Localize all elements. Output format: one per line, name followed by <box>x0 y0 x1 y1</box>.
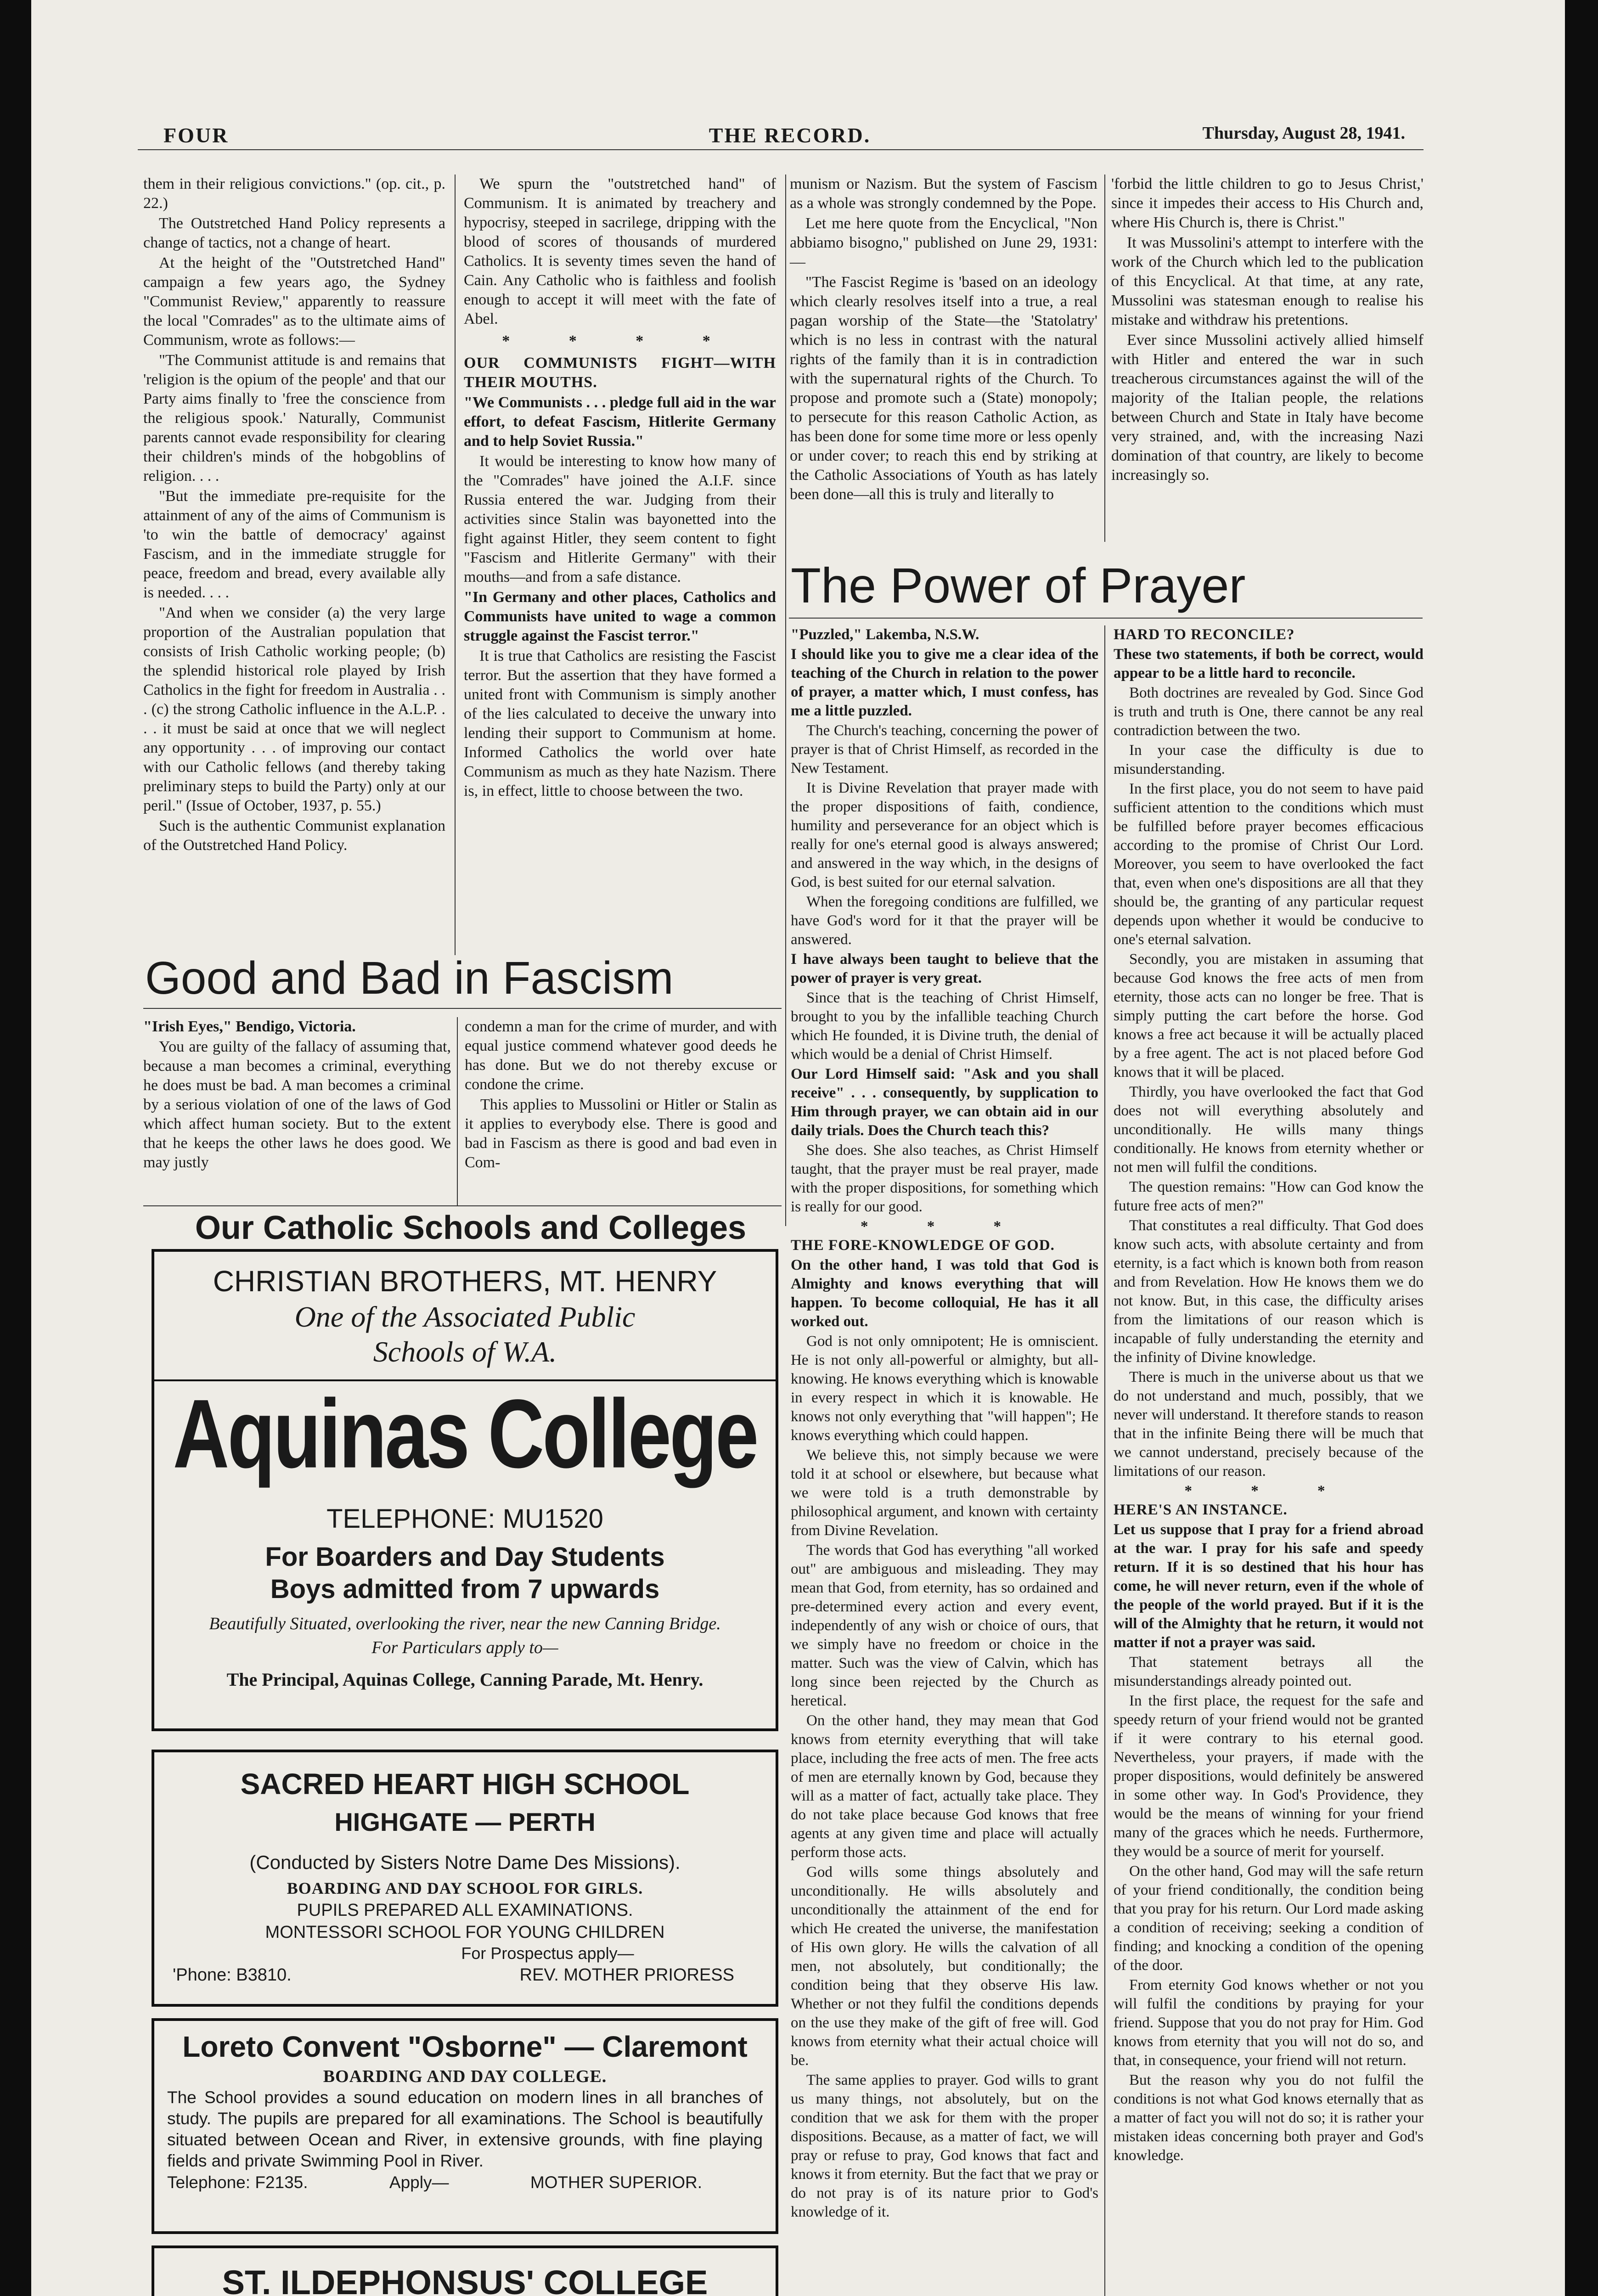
paragraph: them in their religious convictions." (op. cit., p. 22.) <box>143 175 445 212</box>
subheading: HARD TO RECONCILE? <box>1114 626 1295 643</box>
question: Our Lord Himself said: "Ask and you shall receive" . . . consequently, by supplication to Him through prayer, we can obtain aid in our daily trials. Does the Church teach this? <box>791 1066 1098 1139</box>
ad-aquinas-principal: The Principal, Aquinas College, Canning Parade, Mt. Henry. <box>226 1669 703 1690</box>
ad-aquinas-line3: Schools of W.A. <box>373 1335 557 1368</box>
question: Let us suppose that I pray for a friend abroad at the war. I pray for his safe and speedy return. If it is so destined that his hour has come, he will never return, even if the whole of the people of the world prayed. But if it is the will of the Almighty that he return, it would not matter if not a prayer was said. <box>1114 1521 1424 1651</box>
paragraph: The same applies to prayer. God wills to grant us many things, not absolutely, but on the condition that we ask for them with the proper dispositions. Because, as a matter of fact, we will pray or refuse to pray, God knows that fact and knows it from eternity. But the fact that we pray or do not pray is of its nature prior to God's knowledge of it. <box>791 2072 1098 2220</box>
paragraph: There is much in the universe about us that we do not understand and much, possibly, that we never will understand. It therefore stands to reason that in the infinite Being there will be much that we cannot understand, precisely because of the limitations of our reason. <box>1114 1369 1424 1480</box>
subheading: THE FORE-KNOWLEDGE OF GOD. <box>791 1237 1055 1254</box>
column-rule <box>785 174 786 1226</box>
subheading: OUR COMMUNISTS FIGHT—WITH THEIR MOUTHS. <box>464 355 776 391</box>
fascism-reply-left <box>143 1017 451 1173</box>
paragraph: 'forbid the little children to go to Jesus Christ,' since it impedes their access to His Church and, where His Church is, there is Christ." <box>1111 175 1424 231</box>
ad-aquinas-telephone: TELEPHONE: MU1520 <box>326 1504 603 1534</box>
ad-ildephonsus-name: ST. ILDEPHONSUS' COLLEGE <box>222 2263 708 2296</box>
ad-sacred-heart-name: SACRED HEART HIGH SCHOOL <box>240 1767 690 1801</box>
bold-quote: "In Germany and other places, Catholics and Communists have united to wage a common struggle against the Fascist terror." <box>464 589 776 644</box>
question: These two statements, if both be correct, would appear to be a little hard to reconcile. <box>1114 646 1424 681</box>
section-stars: * * * <box>861 1218 1029 1235</box>
ad-aquinas-situated: Beautifully Situated, overlooking the river, near the new Canning Bridge. <box>209 1614 721 1633</box>
ad-sacred-heart-place: HIGHGATE — PERTH <box>334 1807 596 1836</box>
section-rule <box>143 1205 782 1206</box>
subheading: HERE'S AN INSTANCE. <box>1114 1502 1288 1518</box>
bold-quote: "We Communists . . . pledge full aid in the war effort, to defeat Fascism, Hitlerite Germany and to help Soviet Russia." <box>464 394 776 450</box>
prayer-col4 <box>1114 625 1424 2166</box>
ad-sacred-heart-conducted: (Conducted by Sisters Notre Dame Des Missions). <box>249 1851 681 1873</box>
quote-paragraph: "And when we consider (a) the very large proportion of the Australian population that consists of Irish Catholic working people; (b) the splendid historical role played by Irish Catholics in the fight for freedom in Australia . . . (c) the strong Catholic influence in the A.L.P. . . . it must be said at once that we will neglect any opportunity . . . of improving our contact with our Catholic fellows (and thereby taking preliminary steps to build the Party) only at our peril." (Issue of October, 1937, p. 55.) <box>143 604 445 814</box>
ad-aquinas-line1: CHRISTIAN BROTHERS, MT. HENRY <box>213 1265 717 1298</box>
paragraph: We believe this, not simply because we were told it at school or elsewhere, but because what we were told is a truth demonstrable by philosophical argument, and known with certainty from Divine Revelation. <box>791 1447 1098 1539</box>
paragraph: It was Mussolini's attempt to interfere with the work of the Church which led to the publication of this Encyclical. At that time, at any rate, Mussolini was statesman enough to realise his mistake and withdraw his pretentions. <box>1111 234 1424 328</box>
paragraph: It is Divine Revelation that prayer made with the proper dispositions of faith, condience, humility and perseverance for an object which is really for one's eternal good is always answered; and answered in the way which, in the designs of God, is best suited for our eternal salvation. <box>791 780 1098 890</box>
question: I should like you to give me a clear idea of the teaching of the Church in relation to the power of prayer, a matter which, I must confess, has me a little puzzled. <box>791 646 1098 719</box>
paragraph: It is true that Catholics are resisting the Fascist terror. But the assertion that they have formed a united front with Communism is simply another of the lies calculated to deceive the unwary into lending their support to Communism at home. Informed Catholics the world over hate Communism as much as they hate Nazism. There is, in effect, little to choose between the two. <box>464 647 776 799</box>
ad-loreto-name: Loreto Convent "Osborne" — Claremont <box>182 2030 748 2063</box>
paragraph: This applies to Mussolini or Hitler or Stalin as it applies to everybody else. There is good and bad in Fascism as there is good and bad even in Com- <box>465 1096 777 1171</box>
ad-aquinas-college <box>152 1249 778 1731</box>
schools-title: Our Catholic Schools and Colleges <box>195 1210 747 1246</box>
paragraph: God is not only omnipotent; He is omniscient. He is not only all-powerful or almighty, but all-knowing. He knows everything which is knowable in every respect in which it is knowable. He knows not only everything that "will happen"; He knows everything which could happen. <box>791 1333 1098 1444</box>
column-rule <box>455 174 456 955</box>
paragraph: The Outstretched Hand Policy represents a change of tactics, not a change of heart. <box>143 215 445 251</box>
paragraph: On the other hand, God may will the safe return of your friend conditionally, the condition being that you pray for his return. Our Lord made asking a condition of receiving; seeking a condition of finding; and knocking a condition of the opening of the door. <box>1114 1863 1424 1974</box>
fascism-title: Good and Bad in Fascism <box>145 952 674 1004</box>
paragraph: Let me here quote from the Encyclical, "Non abbiamo bisogno," published on June 29, 1931:— <box>790 215 1097 270</box>
paragraph: That constitutes a real difficulty. That God does know such acts, with absolute certainty and from eternity, is a fact which is known both from reason and from Revelation. How He knows them we do not know. But, in this case, the difficulty arises from the limitations of our reason which is incapable of fully understanding the eternity and the infinity of Divine knowledge. <box>1114 1217 1424 1366</box>
ad-loreto-superior: MOTHER SUPERIOR. <box>530 2173 702 2192</box>
paragraph: You are guilty of the fallacy of assuming that, because a man becomes a criminal, everything he does must be bad. A man becomes a criminal by a serious violation of one of the laws of God which affect human society. But to the extent that he keeps the other laws he does good. We may justly <box>143 1038 451 1171</box>
column-rule <box>1104 625 1105 2296</box>
fascism-reply-right <box>465 1017 777 1173</box>
paragraph: The question remains: "How can God know the future free acts of men?" <box>1114 1179 1424 1214</box>
paragraph: "The Fascist Regime is 'based on an ideology which clearly resolves itself into a true, a real pagan worship of the State—the 'Statolatry' which is no less in contrast with the natural rights of the family than it is in contradiction with the supernatural rights of the Church. To propose and promote such a (State) monopoly; to persecute for this reason Catholic Action, as has been done for some time more or less openly or under cover; to reach this end by striking at the Catholic Associations of Youth as has lately been done—all this is truly and literally to <box>790 274 1097 503</box>
paragraph: Such is the authentic Communist explanation of the Outstretched Hand Policy. <box>143 817 445 854</box>
paragraph: We spurn the "outstretched hand" of Communism. It is animated by treachery and hypocrisy, steeped in sacrilege, dripping with the blood of scores of thousands of murdered Catholics. It is seventy times seven the hand of Cain. Any Catholic who is faithless and foolish enough to accept it will meet with the fate of Abel. <box>464 175 776 327</box>
paragraph: But the reason why you do not fulfil the conditions is not what God knows eternally that as a matter of fact you will not do so; it is rather your mistaken ideas concerning both prayer and God's knowledge. <box>1114 2072 1424 2164</box>
paragraph: When the foregoing conditions are fulfilled, we have God's word for it that the prayer will be answered. <box>791 894 1098 948</box>
paragraph: That statement betrays all the misunderstandings already pointed out. <box>1114 1654 1424 1689</box>
ad-aquinas-boarders: For Boarders and Day Students <box>265 1542 665 1572</box>
article-fascism-col4 <box>1111 174 1424 486</box>
ad-loreto-convent <box>152 2018 778 2234</box>
paragraph: munism or Nazism. But the system of Fascism as a whole was strongly condemned by the Pope. <box>790 175 1097 212</box>
section-stars: * * * <box>1184 1483 1353 1499</box>
question: I have always been taught to believe that the power of prayer is very great. <box>791 951 1098 986</box>
ad-st-ildephonsus <box>152 2245 778 2296</box>
paragraph: She does. She also teaches, as Christ Himself taught, that the prayer must be real prayer, made with the proper dispositions, for something which is really for our good. <box>791 1142 1098 1215</box>
ad-sacred-heart <box>152 1750 778 2007</box>
ad-aquinas-line2: One of the Associated Public <box>294 1300 636 1333</box>
paragraph: Thirdly, you have overlooked the fact that God does not will everything absolutely and unconditionally. He wills many things conditionally. He knows from eternity whether or not men will fulfil the conditions. <box>1114 1084 1424 1176</box>
correspondent-signature: "Puzzled," Lakemba, N.S.W. <box>791 626 979 643</box>
ad-sacred-heart-prospectus: For Prospectus apply— <box>461 1944 634 1963</box>
paragraph: Since that is the teaching of Christ Himself, brought to you by the infallible teaching Church which He founded, it is Divine truth, the denial of which would be a denial of Christ Himself. <box>791 990 1098 1063</box>
column-rule <box>457 1017 458 1205</box>
correspondent-signature: "Irish Eyes," Bendigo, Victoria. <box>143 1018 356 1035</box>
paragraph: God wills some things absolutely and unconditionally. He wills absolutely and unconditionally the attainment of the end for which He created the universe, the manifestation of His own glory. He wills the calvation of all men, not absolutely, but conditionally; the condition being that they observe His law. Whether or not they fulfil the conditions depends on the use they make of the gift of free will. God knows from eternity what their actual choice will be. <box>791 1864 1098 2069</box>
quote-paragraph: "The Communist attitude is and remains that 'religion is the opium of the people' and that our Party aims finally to 'free the conscience from the religious spook.' Naturally, Communist parents cannot evade responsibility for clearing their children's minds of the hobgoblins of religion. . . . <box>143 352 445 484</box>
title-underline <box>143 1008 782 1009</box>
masthead-rule <box>138 149 1424 150</box>
ad-loreto-boarding: BOARDING AND DAY COLLEGE. <box>323 2067 607 2086</box>
scan-edge-left <box>0 0 31 2296</box>
title-underline <box>789 618 1423 619</box>
paragraph: Secondly, you are mistaken in assuming that because God knows the free acts of men from eternity, those acts can no longer be free. That is simply putting the cart before the horse. God knows a free act because it will be actually placed by a free agent. The act is not placed before God knows that it will be placed. <box>1114 951 1424 1080</box>
paragraph: From eternity God knows whether or not you will fulfil the conditions by praying for your friend. Suppose that you do not pray for Him. God knows from eternity that you will not do so, and that, in consequence, your friend will not return. <box>1114 1977 1424 2069</box>
paragraph: The words that God has everything "all worked out" are ambiguous and misleading. They may mean that God, from eternity, has so ordained and pre-determined every action and every event, independently of any wish or choice of ours, that we simply have no freedom or choice in the matter. Such was the view of Calvin, which has long since been rejected by the Church as heretical. <box>791 1542 1098 1709</box>
section-stars: * * * * <box>502 332 738 349</box>
paragraph: Ever since Mussolini actively allied himself with Hitler and entered the war in such treacherous circumstances against the will of the majority of the Italian people, the relations between Church and State in Italy have become very strained, and, with the increasing Nazi domination of that country, are likely to become increasingly so. <box>1111 332 1424 484</box>
quote-paragraph: "But the immediate pre-requisite for the attainment of any of the aims of Communism is 'to win the battle of democracy' against Fascism, and in the immediate struggle for peace, freedom and bread, every available ally is needed. . . . <box>143 488 445 601</box>
ad-loreto-footer <box>154 2172 776 2194</box>
paragraph: On the other hand, they may mean that God knows from eternity everything that will take place, including the free acts of men. The free acts of men are eternally known by God, because they will as a matter of fact, actually take place. They do not take place because God knows that free agents at any given time and place will actually perform those acts. <box>791 1712 1098 1861</box>
paragraph: In the first place, the request for the safe and speedy return of your friend would not be granted if it were contrary to his eternal good. Nevertheless, your prayers, if made with the proper dispositions, would definitely be answered in some other way. In God's Providence, they would be the means of winning for your friend many of the graces which he needs. Furthermore, they would be a source of merit for yourself. <box>1114 1693 1424 1860</box>
paragraph: It would be interesting to know how many of the "Comrades" have joined the A.I.F. since Russia entered the war. Judging from their activities since Stalin was bayonetted into the fight against Hitler, they seem content to fight "Fascism and Hitlerite Germany" with their mouths—and from a safe distance. <box>464 453 776 585</box>
column-rule <box>1104 174 1105 542</box>
ad-aquinas-boys: Boys admitted from 7 upwards <box>270 1574 660 1604</box>
ad-aquinas-particulars: For Particulars apply to— <box>371 1638 558 1657</box>
paragraph: In your case the difficulty is due to misunderstanding. <box>1114 742 1424 777</box>
scan-edge-right <box>1565 0 1598 2296</box>
paper-name: THE RECORD. <box>709 124 871 147</box>
article-fascism-col3 <box>790 174 1097 505</box>
ad-sacred-heart-prioress: REV. MOTHER PRIORESS <box>519 1965 734 1985</box>
ad-aquinas-name: Aquinas College <box>173 1379 757 1489</box>
paragraph: The Church's teaching, concerning the power of prayer is that of Christ Himself, as recorded in the New Testament. <box>791 722 1098 777</box>
paragraph: At the height of the "Outstretched Hand" campaign a few years ago, the Sydney "Communist Review," apparently to reassure the local "Comrades" as to the ultimate aims of Communism, wrote as follows:— <box>143 254 445 349</box>
page-number: FOUR <box>163 124 229 147</box>
ad-loreto-telephone: Telephone: F2135. <box>167 2173 308 2192</box>
paragraph: In the first place, you do not seem to have paid sufficient attention to the conditions which must be fulfilled before prayer becomes efficacious according to the promise of Christ Our Lord. Moreover, you seem to have overlooked the fact that, even when one's dispositions are all that they should be, the granting of any particular request depends upon whether it would be conducive to one's eternal salvation. <box>1114 781 1424 948</box>
prayer-title: The Power of Prayer <box>791 557 1246 613</box>
paragraph: Both doctrines are revealed by God. Since God is truth and truth is One, there cannot be any real contradiction between the two. <box>1114 685 1424 739</box>
ad-loreto-apply: Apply— <box>389 2173 449 2192</box>
prayer-col3 <box>791 625 1098 2223</box>
ad-loreto-text: The School provides a sound education on modern lines in all branches of study. The pupils are prepared for all examinations. The School is beautifully situated between Ocean and River, in extensive grounds, with fine playing fields and private Swimming Pool in River. <box>167 2088 763 2170</box>
ad-sacred-heart-phone: 'Phone: B3810. <box>173 1965 292 1985</box>
article-communism-col2 <box>464 174 776 802</box>
paragraph: condemn a man for the crime of murder, and with equal justice commend whatever good deeds he has done. But we do not thereby excuse or condone the crime. <box>465 1018 777 1093</box>
ad-sacred-heart-pupils: PUPILS PREPARED ALL EXAMINATIONS. <box>297 1901 633 1920</box>
article-communism-col1 <box>143 174 445 856</box>
ad-sacred-heart-montessori: MONTESSORI SCHOOL FOR YOUNG CHILDREN <box>265 1923 665 1942</box>
issue-date: Thursday, August 28, 1941. <box>1202 124 1405 143</box>
ad-sacred-heart-boarding: BOARDING AND DAY SCHOOL FOR GIRLS. <box>287 1879 643 1897</box>
ad-sacred-heart-footer <box>154 1964 776 1986</box>
question: On the other hand, I was told that God is Almighty and knows everything that will happen. To become colloquial, He has it all worked out. <box>791 1257 1098 1330</box>
